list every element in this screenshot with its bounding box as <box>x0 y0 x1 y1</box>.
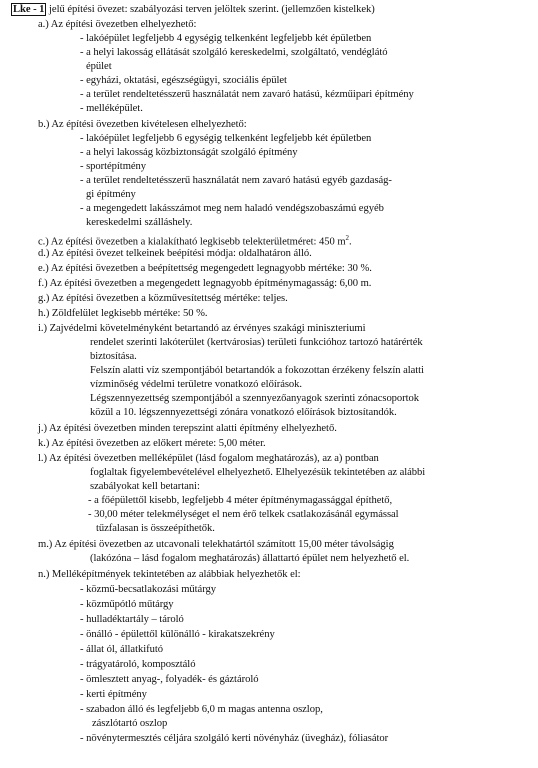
list-item: - a megengedett lakásszámot meg nem haladó vendégszobaszámú egyéb <box>80 203 384 214</box>
list-item: - trágyatároló, komposztáló <box>80 659 196 670</box>
list-item: - állat ól, állatkifutó <box>80 644 163 655</box>
list-item: - kerti építmény <box>80 689 147 700</box>
section-n-title: n.) Melléképítmények tekintetében az alábbiak helyezhetők el: <box>38 569 301 580</box>
section-i-line: közül a 10. légszennyezettségi zónára vonatkozó előírások biztosítandók. <box>90 407 397 418</box>
list-item: - lakóépület legfeljebb 6 egységig telkenként legfeljebb két épületben <box>80 133 372 144</box>
list-item: tűzfalasan is összeépíthetők. <box>96 523 215 534</box>
list-item: - növénytermesztés céljára szolgáló kerti növényház (üvegház), fóliasátor <box>80 733 389 744</box>
list-item: gi építmény <box>86 189 136 200</box>
section-g: g.) Az építési övezetben a közművesítettség mértéke: teljes. <box>38 293 288 304</box>
section-l-line: foglaltak figyelembevételével elhelyezhető. Elhelyezésük tekintetében az alábbi <box>90 467 426 478</box>
section-m-line: (lakózóna – lásd fogalom meghatározás) állattartó épület nem helyezhető el. <box>90 553 410 564</box>
section-h: h.) Zöldfelület legkisebb mértéke: 50 %. <box>38 308 208 319</box>
section-i-line: rendelet szerinti lakóterület (kertvárosias) területi funkcióhoz tartozó határérték <box>90 337 423 348</box>
list-item: - a terület rendeltetésszerű használatát nem zavaró hatású, kézműipari építmény <box>80 89 414 100</box>
section-i-line: Légszennyezettség szempontjából a szennyezőanyagok szerinti zónacsoportok <box>90 393 420 404</box>
list-item: - a terület rendeltetésszerű használatát nem zavaró hatású egyéb gazdaság- <box>80 175 392 186</box>
zone-heading <box>11 3 375 16</box>
list-item: - a helyi lakosság közbiztonságát szolgáló építmény <box>80 147 298 158</box>
list-item: - közműpótló műtárgy <box>80 599 174 610</box>
list-item: - közmű-becsatlakozási műtárgy <box>80 584 216 595</box>
list-item: zászlótartó oszlop <box>92 718 168 729</box>
section-m-line: m.) Az építési övezetben az utcavonali telekhatártól számított 15,00 méter távolságig <box>38 539 394 550</box>
list-item: - lakóépület legfeljebb 4 egységig telkenként legfeljebb két épületben <box>80 33 372 44</box>
section-i-line: Felszín alatti víz szempontjából betartandók a fokozottan érzékeny felszín alatti <box>90 365 424 376</box>
section-l-line: szabályokat kell betartani: <box>90 481 200 492</box>
list-item: - egyházi, oktatási, egészségügyi, szociális épület <box>80 75 287 86</box>
section-c-superscript: 2 <box>345 234 349 242</box>
list-item: - a helyi lakosság ellátását szolgáló kereskedelmi, szolgáltató, vendéglátó <box>80 47 388 58</box>
list-item: - ömlesztett anyag-, folyadék- és gáztároló <box>80 674 259 685</box>
section-i-line: i.) Zajvédelmi követelményként betartandó az érvényes szakági miniszteriumi <box>38 323 366 334</box>
list-item: - szabadon álló és legfeljebb 6,0 m magas antenna oszlop, <box>80 704 323 715</box>
list-item: - önálló - épülettől különálló - kirakatszekrény <box>80 629 275 640</box>
list-item: kereskedelmi szálláshely. <box>86 217 193 228</box>
zone-code: Lke - 1 <box>13 4 45 15</box>
section-f: f.) Az építési övezetben a megengedett legnagyobb építménymagasság: 6,00 m. <box>38 278 372 289</box>
list-item: - hulladéktartály – tároló <box>80 614 184 625</box>
section-c-end: . <box>348 236 352 248</box>
list-item: - melléképület. <box>80 103 143 114</box>
list-item: - a főépülettől kisebb, legfeljebb 4 méter építménymagassággal építhető, <box>88 495 393 506</box>
section-k: k.) Az építési övezetben az előkert mérete: 5,00 méter. <box>38 438 266 449</box>
section-d: d.) Az építési övezet telkeinek beépítési módja: oldalhatáron álló. <box>38 248 312 259</box>
list-item: - 30,00 méter telekmélységet el nem érő telkek csatlakozásánál egymással <box>88 509 399 520</box>
section-c-text: c.) Az építési övezetben a kialakítható legkisebb telekterületméret: 450 m <box>38 236 346 248</box>
list-item: - sportépítmény <box>80 161 147 172</box>
list-item: épület <box>86 61 112 72</box>
zone-description: jelű építési övezet: szabályozási terven jelöltek szerint. (jellemzően kistelkek) <box>46 4 375 15</box>
section-l-line: l.) Az építési övezetben melléképület (lásd fogalom meghatározás), az a) pontban <box>38 453 379 464</box>
section-j: j.) Az építési övezetben minden terepszint alatti építmény elhelyezhető. <box>38 423 337 434</box>
section-a-title: a.) Az építési övezetben elhelyezhető: <box>38 19 197 30</box>
section-i-line: biztosítása. <box>90 351 137 362</box>
section-i-line: vízminőség védelmi területre vonatkozó előírások. <box>90 379 303 390</box>
section-b-title: b.) Az építési övezetben kivételesen elhelyezhető: <box>38 119 247 130</box>
section-e: e.) Az építési övezetben a beépítettség megengedett legnagyobb mértéke: 30 %. <box>38 263 372 274</box>
